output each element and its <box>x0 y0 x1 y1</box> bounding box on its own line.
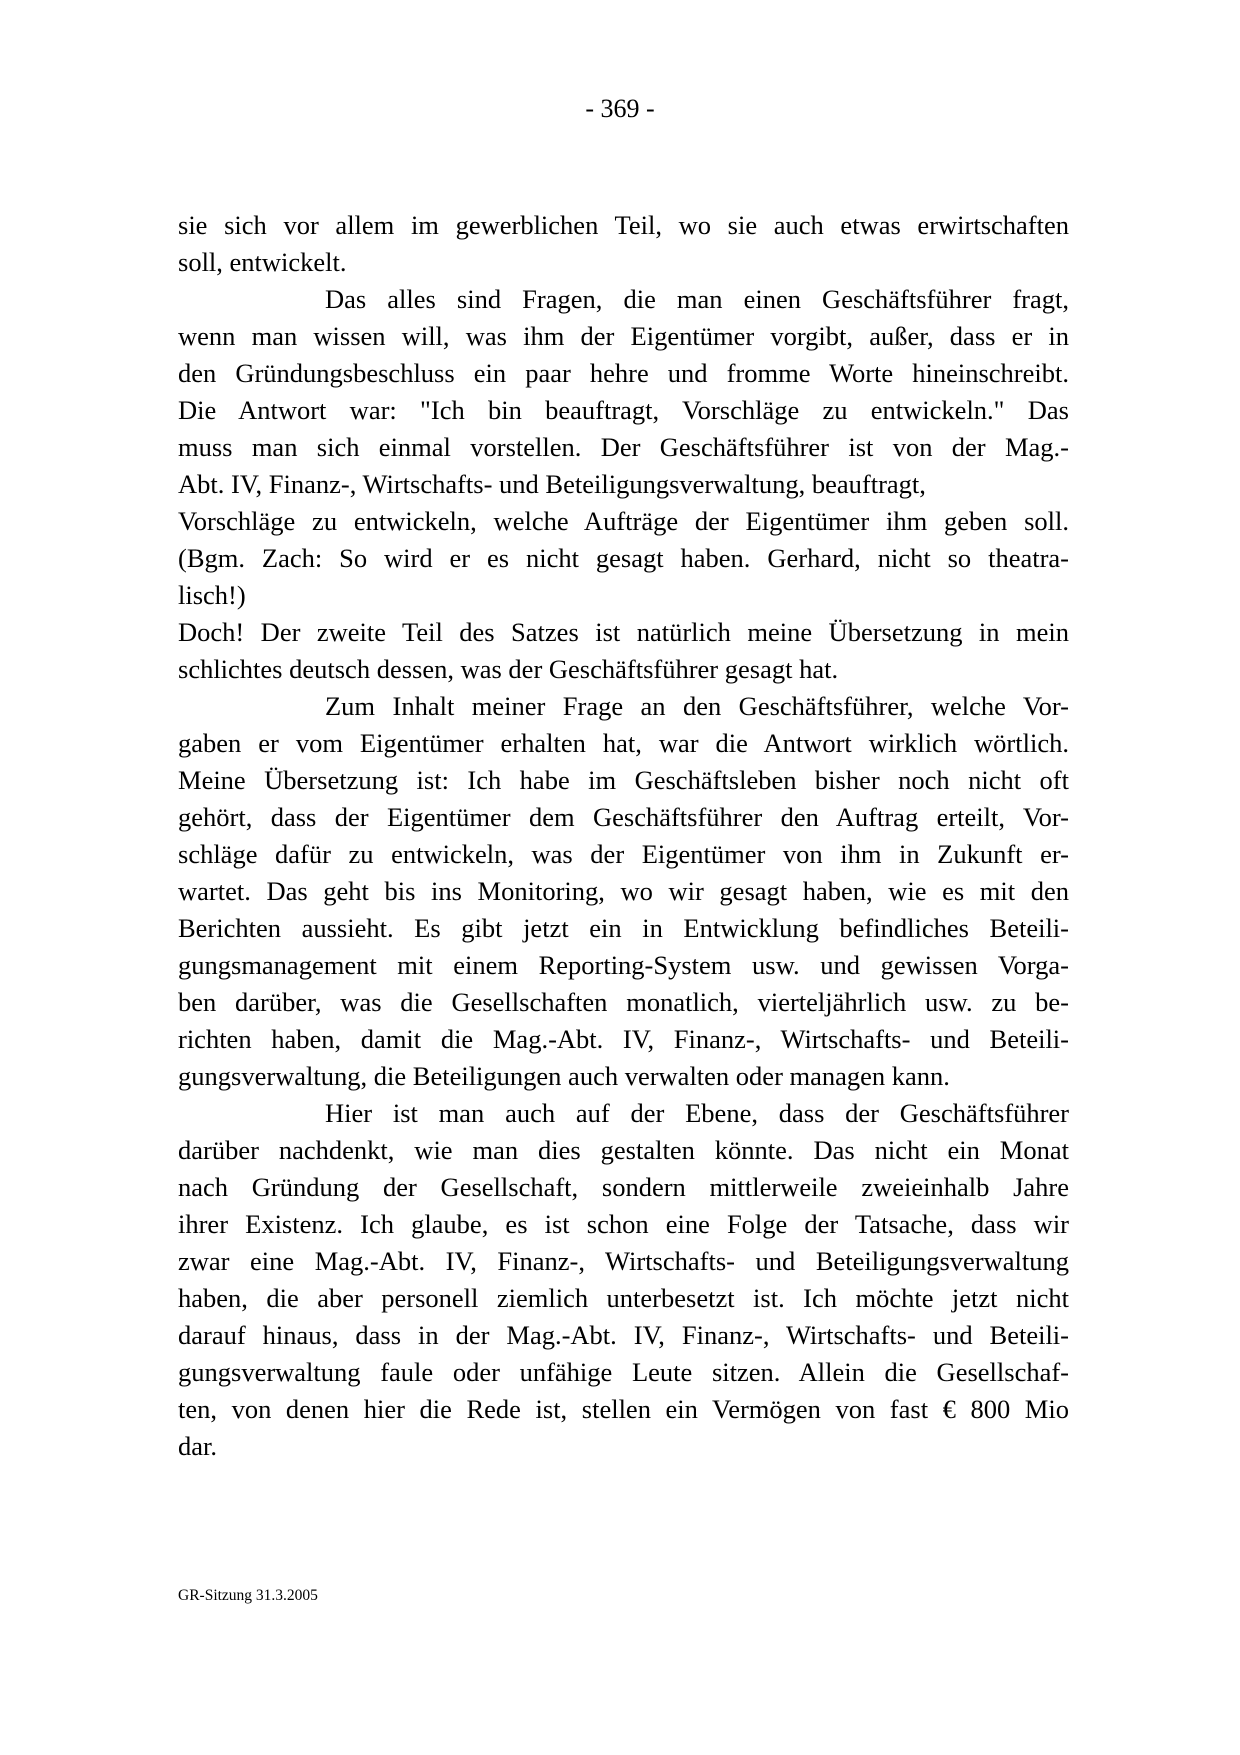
text-line: Abt. IV, Finanz-, Wirtschafts- und Beteiligungsverwaltung, beauftragt, <box>178 469 926 499</box>
paragraph-first-line: Das alles sind Fragen, die man einen Geschäftsführer fragt, <box>325 284 1069 314</box>
text-line: muss man sich einmal vorstellen. Der Geschäftsführer ist von der Mag.- <box>178 432 1069 462</box>
text-line: schlichtes deutsch dessen, was der Geschäftsführer gesagt hat. <box>178 654 839 684</box>
text-line: schläge dafür zu entwickeln, was der Eigentümer von ihm in Zukunft er- <box>178 839 1069 869</box>
text-line: (Bgm. Zach: So wird er es nicht gesagt haben. Gerhard, nicht so theatra- <box>178 543 1069 573</box>
text-line: den Gründungsbeschluss ein paar hehre und fromme Worte hineinschreibt. <box>178 358 1069 388</box>
body-text <box>178 207 1069 1465</box>
text-line: gungsverwaltung faule oder unfähige Leute sitzen. Allein die Gesellschaf- <box>178 1357 1069 1387</box>
text-line: ihrer Existenz. Ich glaube, es ist schon eine Folge der Tatsache, dass wir <box>178 1209 1069 1239</box>
text-line: Meine Übersetzung ist: Ich habe im Geschäftsleben bisher noch nicht oft <box>178 765 1069 795</box>
text-line: zwar eine Mag.-Abt. IV, Finanz-, Wirtschafts- und Beteiligungsverwaltung <box>178 1246 1069 1276</box>
text-line: gungsverwaltung, die Beteiligungen auch verwalten oder managen kann. <box>178 1061 950 1091</box>
page-number: - 369 - <box>585 94 655 123</box>
paragraph-first-line: Hier ist man auch auf der Ebene, dass der Geschäftsführer <box>325 1098 1069 1128</box>
text-line: lisch!) <box>178 580 246 610</box>
text-line: gaben er vom Eigentümer erhalten hat, war die Antwort wirklich wörtlich. <box>178 728 1069 758</box>
text-line: wartet. Das geht bis ins Monitoring, wo wir gesagt haben, wie es mit den <box>178 876 1069 906</box>
text-line: soll, entwickelt. <box>178 247 347 277</box>
text-line: Doch! Der zweite Teil des Satzes ist natürlich meine Übersetzung in mein <box>178 617 1069 647</box>
text-line: wenn man wissen will, was ihm der Eigentümer vorgibt, außer, dass er in <box>178 321 1069 351</box>
text-line: ben darüber, was die Gesellschaften monatlich, vierteljährlich usw. zu be- <box>178 987 1069 1017</box>
text-line: ten, von denen hier die Rede ist, stellen ein Vermögen von fast € 800 Mio <box>178 1394 1069 1424</box>
paragraph-first-line: Zum Inhalt meiner Frage an den Geschäftsführer, welche Vor- <box>325 691 1069 721</box>
text-line: nach Gründung der Gesellschaft, sondern mittlerweile zweieinhalb Jahre <box>178 1172 1069 1202</box>
text-line: richten haben, damit die Mag.-Abt. IV, Finanz-, Wirtschafts- und Beteili- <box>178 1024 1069 1054</box>
text-line: haben, die aber personell ziemlich unterbesetzt ist. Ich möchte jetzt nicht <box>178 1283 1069 1313</box>
text-line: Berichten aussieht. Es gibt jetzt ein in Entwicklung befindliches Beteili- <box>178 913 1069 943</box>
footer-session-date: GR-Sitzung 31.3.2005 <box>178 1587 318 1604</box>
text-line: darauf hinaus, dass in der Mag.-Abt. IV, Finanz-, Wirtschafts- und Beteili- <box>178 1320 1069 1350</box>
text-line: Die Antwort war: "Ich bin beauftragt, Vorschläge zu entwickeln." Das <box>178 395 1069 425</box>
text-line: gehört, dass der Eigentümer dem Geschäftsführer den Auftrag erteilt, Vor- <box>178 802 1069 832</box>
text-line: darüber nachdenkt, wie man dies gestalten könnte. Das nicht ein Monat <box>178 1135 1069 1165</box>
text-line: gungsmanagement mit einem Reporting-System usw. und gewissen Vorga- <box>178 950 1069 980</box>
text-line: Vorschläge zu entwickeln, welche Aufträge der Eigentümer ihm geben soll. <box>178 506 1069 536</box>
text-line: sie sich vor allem im gewerblichen Teil, wo sie auch etwas erwirtschaften <box>178 210 1069 240</box>
text-line: dar. <box>178 1431 217 1461</box>
